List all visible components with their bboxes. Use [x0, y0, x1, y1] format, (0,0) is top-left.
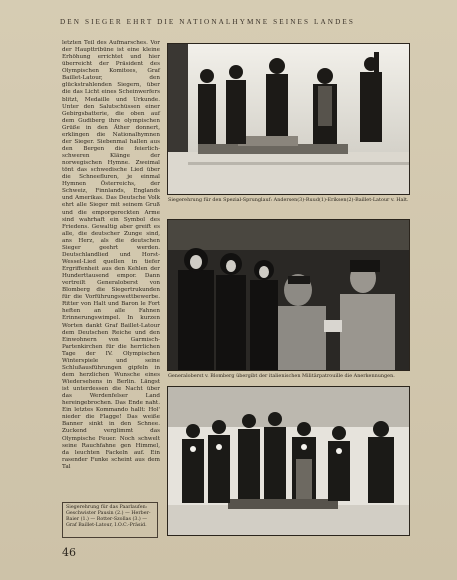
photo3-caption: Siegerehrung für das Paarlaufen: Geschwister Pausin (2.) — Herber-Baier (1.) — Rotter-Szollas (3.) — Graf Baillet-Latour, I.O.C.-Präsid. — [66, 505, 151, 528]
body-paragraph: letzten Teil des Aufmarsches. Vor der Haupttribüne ist eine kleine Erhöhung errichtet und hier überreicht der Präsident des Olympischen Komitees, Graf Baillet-Latour, den glückstrahlenden Siegern, über die das Licht eines Scheinwerfers blitzt, Medaille und Urkunde. Unter den Salutschüssen einer Gebirgsbatterie, die oben auf dem Gudiberg ihre olympischen Grüße in den Äther donnert, erklingen die Nationalhymnen der Sieger. Siebenmal hallen aus den Bergen die feierlich-schweren Klänge der norwegischen Hymne. Zweimal tönt das schwedische Lied über die Schneefluren, je einmal Hymnen Österreichs, der Schweiz, Finnlands, Englands und Amerikas. Das Deutsche Volk ehrt alle Sieger mit seinem Gruß und die emporgereckten Arme sind wahrhaft ein Symbol des Friedens. Gewaltig aber greift es alle, die deutscher Zunge sind, ans Herz, als die deutschen Sieger geehrt werden. Deutschlandlied und Horst-Wessel-Lied quellen in tiefer Ergriffenheit aus den Kehlen der Hunderttausend empor. Dann vertreilt Generaloberst von Blomberg die Siegertrukunden für die Vorführungswettbewerbe. Ritter von Halt und Baron le Fort heften an alle Fahnen Erinnerungswimpel. In kurzen Worten dankt Graf Baillet-Latour dem Deutschen Reiche und den Einwohnern von Garmisch-Partenkirchen für die herrlichen Tage der IV. Olympischen Winterspiele und seine Schlußausführungen gipfeln in dem herzlichen Wunsche eines Wiedersehens in Berlin. Längst ist unterdessen die Nacht über das Werdenfelser Land hereingebrochen. Das Ende naht. Ein letztes Kommando hallt: Hol' nieder die Flagge! Das weiße Banner sinkt in den Schnee. Zuckend verglimmt das Olympische Feuer. Noch schwelt seine Rauchfahne gen Himmel, da leuchten Fackeln auf. Ein rasender Funke scheint aus dem Tal — [62, 40, 160, 470]
photo3-caption-box — [62, 502, 158, 538]
page-header: DEN SIEGER EHRT DIE NATIONALHYMNE SEINES LANDES — [60, 18, 355, 26]
photo1-caption: Siegerehrung für den Spezial-Sprunglauf: Andersen(3)-Ruud(1)-Eriksen(2)-Baillet-Latour v. Halt. — [168, 197, 409, 203]
page-number: 46 — [62, 546, 76, 559]
body-text-column — [62, 40, 160, 471]
photo-military-patrol-award — [167, 219, 410, 371]
photo-pairs-skating-ceremony — [167, 386, 410, 536]
photo2-caption: Generaloberst v. Blomberg übergibt der italienischen Militärpatrouille die Anerkennungen. — [168, 373, 395, 379]
photo-ski-jump-ceremony — [167, 43, 410, 195]
